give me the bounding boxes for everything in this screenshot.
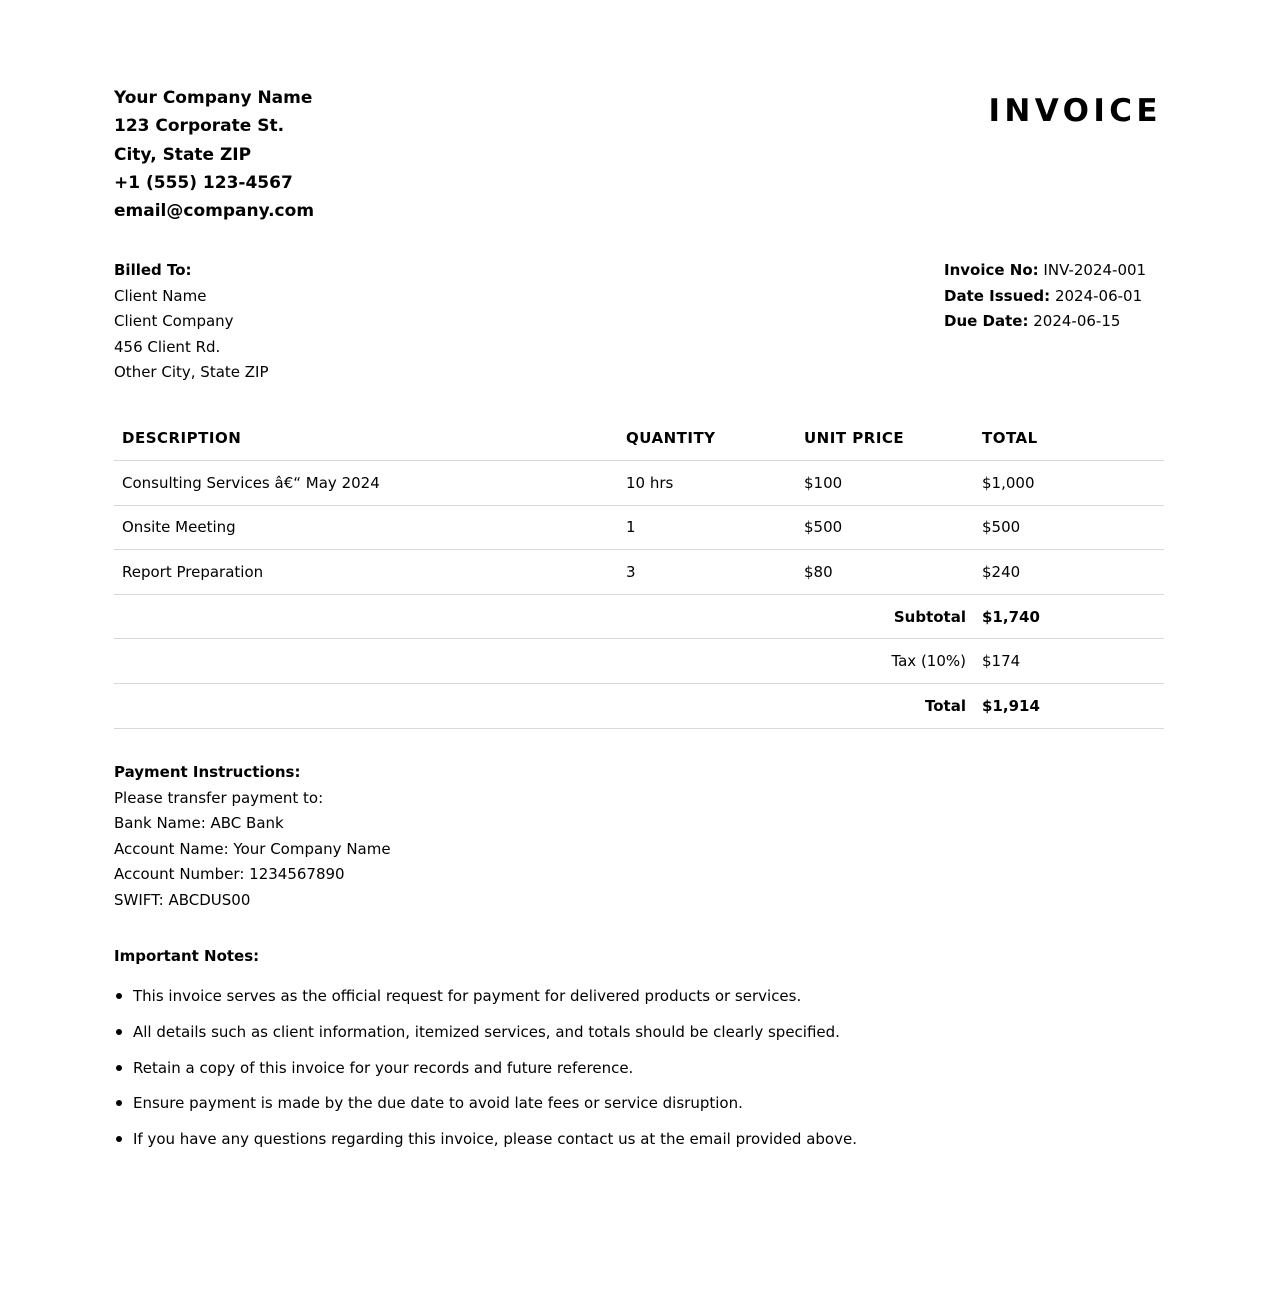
list-item (114, 1054, 857, 1090)
bullet-icon (116, 1029, 122, 1035)
payment-title: Payment Instructions: (114, 763, 301, 781)
row-description: Consulting Services â€“ May 2024 (114, 461, 618, 506)
client-city: Other City, State ZIP (114, 363, 269, 382)
row-total: $500 (974, 505, 1164, 550)
note-text: All details such as client information, itemized services, and totals should be clearly specified. (133, 1022, 840, 1041)
company-phone: +1 (555) 123-4567 (114, 172, 293, 193)
account-number: Account Number: 1234567890 (114, 865, 345, 884)
due-date-label: Due Date: (944, 312, 1029, 331)
row-description: Onsite Meeting (114, 505, 618, 550)
invoice-number-row (944, 258, 1146, 284)
invoice-number-label: Invoice No: (944, 261, 1039, 279)
account-name: Account Name: Your Company Name (114, 839, 391, 858)
bullet-icon (116, 1065, 122, 1071)
bullet-icon (116, 1136, 122, 1142)
list-item (114, 1018, 857, 1054)
notes-title: Important Notes: (114, 947, 260, 965)
list-item (114, 1125, 857, 1161)
line-items-table (114, 416, 1164, 729)
payment-intro: Please transfer payment to: (114, 788, 324, 807)
row-description: Report Preparation (114, 550, 618, 595)
due-date-row (944, 309, 1146, 335)
bullet-icon (116, 993, 122, 999)
header-description: DESCRIPTION (114, 416, 618, 461)
note-text: If you have any questions regarding this invoice, please contact us at the email provided above. (133, 1130, 857, 1149)
subtotal-label: Subtotal (114, 594, 974, 639)
row-unit-price: $100 (796, 461, 974, 506)
row-total: $1,000 (974, 461, 1164, 506)
due-date: 2024-06-15 (1033, 312, 1121, 331)
row-quantity: 1 (618, 505, 796, 550)
invoice-title: INVOICE (988, 93, 1162, 129)
note-text: This invoice serves as the official request for payment for delivered products or services. (133, 987, 802, 1005)
tax-row (114, 639, 1164, 684)
client-street: 456 Client Rd. (114, 337, 221, 356)
company-email: email@company.com (114, 201, 315, 222)
note-text: Ensure payment is made by the due date to avoid late fees or service disruption. (133, 1094, 743, 1113)
row-quantity: 3 (618, 550, 796, 595)
list-item (114, 1089, 857, 1125)
date-issued-row (944, 284, 1146, 310)
company-street: 123 Corporate St. (114, 116, 285, 137)
company-info (114, 84, 314, 225)
swift-code: SWIFT: ABCDUS00 (114, 890, 251, 909)
bank-name: Bank Name: ABC Bank (114, 814, 284, 833)
total-value: $1,914 (974, 683, 1164, 728)
client-name: Client Name (114, 286, 207, 305)
row-unit-price: $500 (796, 505, 974, 550)
total-row (114, 683, 1164, 728)
company-city: City, State ZIP (114, 144, 252, 165)
tax-value: $174 (974, 639, 1164, 684)
invoice-meta (944, 258, 1146, 335)
total-label: Total (114, 683, 974, 728)
header-quantity: QUANTITY (618, 416, 796, 461)
date-issued-label: Date Issued: (944, 286, 1051, 305)
billed-to-label: Billed To: (114, 261, 192, 279)
row-total: $240 (974, 550, 1164, 595)
header-unit-price: UNIT PRICE (796, 416, 974, 461)
client-company: Client Company (114, 312, 234, 331)
company-name: Your Company Name (114, 88, 313, 108)
subtotal-value: $1,740 (974, 594, 1164, 639)
notes-list (114, 982, 857, 1161)
table-row (114, 550, 1164, 595)
payment-instructions (114, 760, 391, 914)
subtotal-row (114, 594, 1164, 639)
list-item (114, 982, 857, 1018)
table-header-row (114, 416, 1164, 461)
date-issued: 2024-06-01 (1054, 286, 1143, 305)
bullet-icon (116, 1100, 122, 1106)
table-row (114, 461, 1164, 506)
tax-label: Tax (10%) (114, 639, 974, 684)
header-total: TOTAL (974, 416, 1164, 461)
table-row (114, 505, 1164, 550)
row-unit-price: $80 (796, 550, 974, 595)
invoice-number: INV-2024-001 (1043, 261, 1147, 279)
billed-to (114, 258, 269, 386)
row-quantity: 10 hrs (618, 461, 796, 506)
note-text: Retain a copy of this invoice for your records and future reference. (133, 1058, 634, 1077)
